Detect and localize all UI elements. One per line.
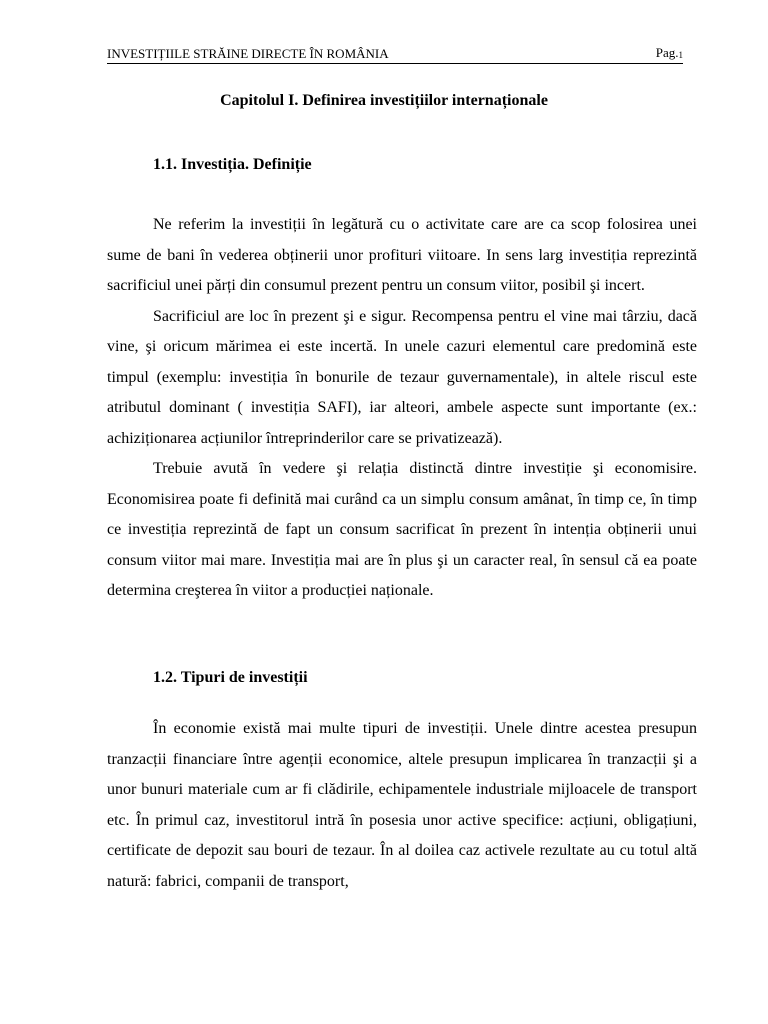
section-1-1-body: [107, 210, 697, 607]
section-1-2-body: [107, 714, 697, 897]
header-title: INVESTIȚIILE STRĂINE DIRECTE ÎN ROMÂNIA: [107, 46, 389, 61]
paragraph: Trebuie avută în vedere şi relația distinctă dintre investiție şi economisire. Economisirea poate fi definită mai curând ca un simplu consum amânat, în timp ce, în timp ce investiția reprezintă de fapt un consum sacrificat în prezent în intenția obținerii unui consum viitor mai mare. Investiția mai are în plus şi un caracter real, în sensul că ea poate determina creşterea în viitor a producției naționale.: [107, 460, 697, 599]
section-heading-1-2: 1.2. Tipuri de investiții: [153, 669, 308, 686]
page-number: [656, 45, 683, 62]
section-heading-1-1: 1.1. Investiția. Definiție: [153, 156, 312, 173]
page-number-value: 1: [678, 50, 683, 60]
paragraph: Sacrificiul are loc în prezent şi e sigur. Recompensa pentru el vine mai târziu, dacă vine, şi oricum mărimea ei este incertă. In unele cazuri elementul care predomină este timpul (exemplu: investiția în bonurile de tezaur guvernamentale), in altele riscul este atributul dominant ( investiția SAFI), iar alteori, ambele aspecte sunt importante (ex.: achiziționarea acțiunilor întreprinderilor care se privatizează).: [107, 307, 697, 447]
running-header: [107, 45, 683, 64]
paragraph: În economie există mai multe tipuri de investiții. Unele dintre acestea presupun tranzacții financiare între agenții economice, altele presupun implicarea în tranzacții şi a unor bunuri materiale cum ar fi clădirile, echipamentele industriale mijloacele de transport etc. În primul caz, investitorul intră în posesia unor active specifice: acțiuni, obligațiuni, certificate de depozit sau bouri de tezaur. În al doilea caz activele rezultate au cu totul altă natură: fabrici, companii de transport,: [107, 720, 697, 890]
paragraph: Ne referim la investiții în legătură cu o activitate care are ca scop folosirea unei sume de bani în vederea obținerii unor profituri viitoare. In sens larg investiția reprezintă sacrificiul unei părți din consumul prezent pentru un consum viitor, posibil şi incert.: [107, 216, 697, 294]
chapter-title: Capitolul I. Definirea investițiilor internaționale: [220, 92, 548, 109]
page-label: Pag.: [655, 45, 679, 60]
